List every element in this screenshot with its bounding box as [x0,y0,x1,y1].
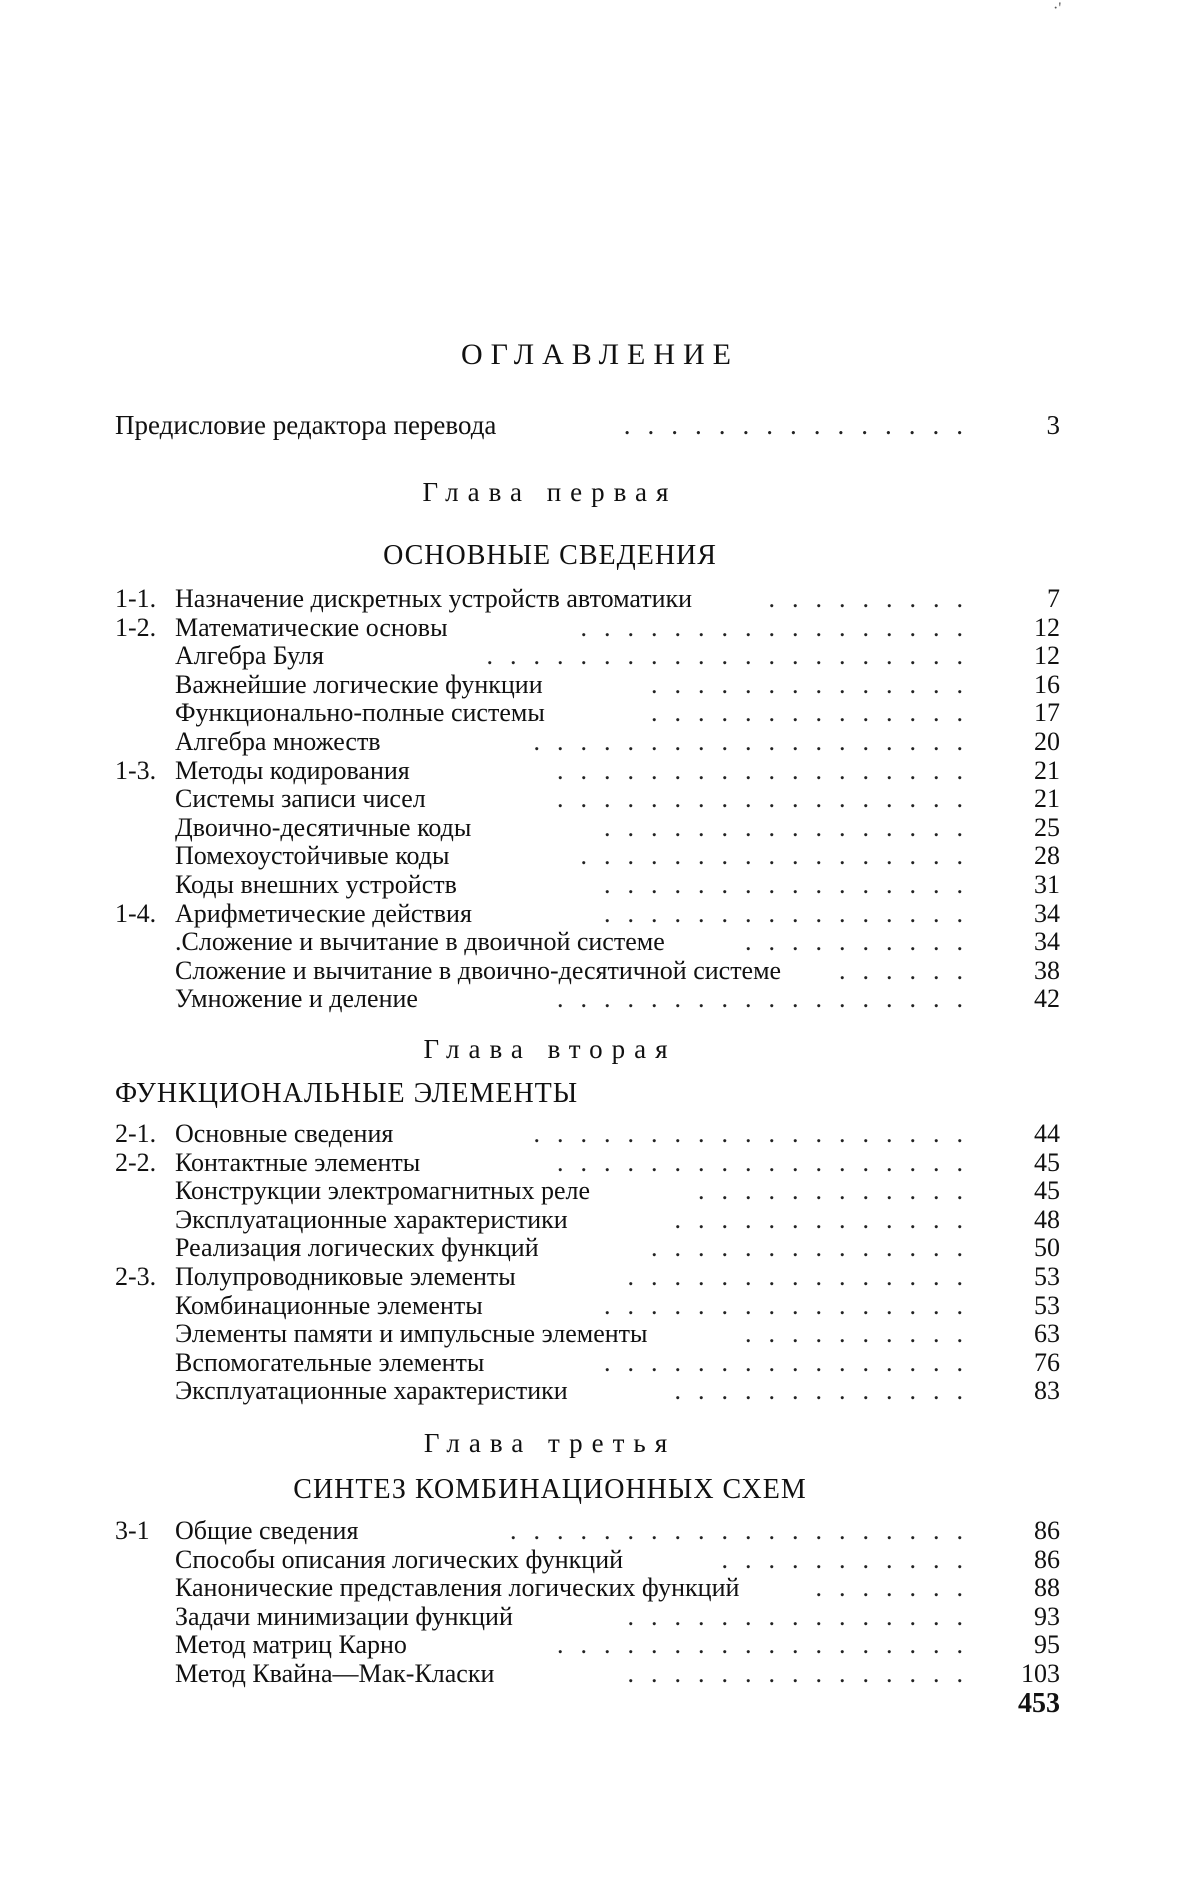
stray-mark: ·' [1053,0,1062,17]
page-number: 453 [1018,1688,1060,1719]
leader-dots: ............... [627,1601,980,1631]
leader-dots: .......... [745,927,980,957]
toc-entry-title: Комбинационные элементы [175,1290,483,1320]
leader-dots: ............... [627,1261,980,1291]
toc-entry-page: 44 [1034,1119,1060,1148]
chapter-1-title: ОСНОВНЫЕ СВЕДЕНИЯ [383,540,717,571]
toc-entry-page: 7 [1047,584,1060,613]
leader-dots: ............. [674,1204,980,1234]
toc-entry-page: 25 [1034,812,1060,842]
chapter-3-title: СИНТЕЗ КОМБИНАЦИОННЫХ СХЕМ [293,1474,807,1505]
leader-dots: ................... [533,726,980,756]
toc-entry-number: 2-3. [115,1261,157,1291]
toc-entry [115,757,1060,786]
toc-entry-page: 95 [1034,1630,1060,1660]
toc-entry-number: 3-1 [115,1516,150,1545]
leader-dots: ...... [839,955,980,985]
toc-entry-title: .Сложение и вычитание в двоичной системе [175,927,665,957]
chapter-1-entries [115,585,1060,1014]
toc-entry-page: 83 [1034,1376,1060,1406]
toc-entry-page: 12 [1034,641,1060,671]
leader-dots: .............. [651,669,980,699]
leader-dots: .................. [557,984,980,1014]
toc-entry [115,1349,1060,1378]
toc-entry-title: Системы записи чисел [175,784,426,814]
leader-dots: ............... [627,1658,980,1688]
toc-entry-page: 20 [1034,726,1060,756]
toc-entry-title: Элементы памяти и импульсные элементы [175,1319,648,1349]
toc-entry-title: Двоично-десятичные коды [175,812,472,842]
toc-entry-title: Контактные элементы [175,1147,421,1177]
toc-entry [115,1546,1060,1575]
toc-entry-title: Назначение дискретных устройств автоматики [175,584,693,613]
toc-entry [115,699,1060,728]
toc-entry [115,1149,1060,1178]
toc-entry-page: 50 [1034,1233,1060,1263]
toc-entry-title: Умножение и деление [175,984,418,1014]
toc-entry [115,1320,1060,1349]
toc-entry [115,842,1060,871]
toc-entry [115,1517,1060,1546]
toc-entry-page: 34 [1034,898,1060,928]
leader-dots: ............... [623,410,980,440]
leader-dots: .................. [557,784,980,814]
toc-entry-page: 16 [1034,669,1060,699]
toc-entry-number: 1-3. [115,755,157,785]
toc-entry [115,671,1060,700]
toc-entry [115,1234,1060,1263]
leader-dots: ................ [604,812,980,842]
leader-dots: .......... [745,1319,980,1349]
toc-entry-title: Канонические представления логических функций [175,1573,740,1603]
leader-dots: .................. [557,1630,980,1660]
toc-title: ОГЛАВЛЕНИЕ [461,338,739,371]
chapter-3-label: Глава третья [423,1428,677,1458]
toc-entry-title: Реализация логических функций [175,1233,539,1263]
toc-entry [115,1206,1060,1235]
chapter-2-entries [115,1120,1060,1406]
toc-entry-page: 88 [1034,1573,1060,1603]
leader-dots: .................. [557,1147,980,1177]
toc-entry [115,614,1060,643]
toc-entry-page: 63 [1034,1319,1060,1349]
toc-entry [115,985,1060,1014]
toc-entry-title: Способы описания логических функций [175,1544,624,1574]
leader-dots: ................ [604,1290,980,1320]
toc-entry-page: 53 [1034,1290,1060,1320]
toc-entry-page: 38 [1034,955,1060,985]
leader-dots: ................... [533,1119,980,1148]
toc-entry-page: 21 [1034,755,1060,785]
preface-text: Предисловие редактора перевода [115,410,497,440]
leader-dots: ......... [768,584,980,613]
chapter-2-label: Глава вторая [423,1034,677,1064]
toc-entry [115,585,1060,614]
toc-entry-title: Метод матриц Карно [175,1630,407,1660]
toc-entry [115,814,1060,843]
toc-entry [115,642,1060,671]
leader-dots: ................ [604,869,980,899]
toc-entry-page: 76 [1034,1347,1060,1377]
toc-entry-title: Основные сведения [175,1119,394,1148]
toc-entry-title: Функционально-полные системы [175,698,545,728]
toc-entry [115,1263,1060,1292]
chapter-2-title: ФУНКЦИОНАЛЬНЫЕ ЭЛЕМЕНТЫ [115,1078,579,1109]
toc-entry-number: 1-2. [115,612,157,642]
toc-entry-number: 2-1. [115,1119,157,1148]
toc-entry-title: Вспомогательные элементы [175,1347,485,1377]
leader-dots: ................ [604,898,980,928]
toc-entry [115,1603,1060,1632]
toc-entry-title: Математические основы [175,612,448,642]
toc-entry-title: Помехоустойчивые коды [175,841,450,871]
leader-dots: ................. [580,841,980,871]
toc-entry-number: 1-4. [115,898,157,928]
leader-dots: .............. [651,698,980,728]
toc-entry-page: 12 [1034,612,1060,642]
toc-entry-title: Алгебра Буля [175,641,324,671]
toc-entry [115,900,1060,929]
toc-entry [115,1292,1060,1321]
preface-page: 3 [1046,410,1060,440]
toc-entry [115,928,1060,957]
toc-entry-title: Важнейшие логические функции [175,669,543,699]
toc-entry-page: 86 [1034,1544,1060,1574]
toc-entry [115,728,1060,757]
toc-entry-page: 45 [1034,1176,1060,1206]
toc-entry-title: Арифметические действия [175,898,472,928]
toc-entry-page: 93 [1034,1601,1060,1631]
toc-entry [115,1631,1060,1660]
toc-entry-page: 21 [1034,784,1060,814]
leader-dots: ............ [698,1176,980,1206]
toc-entry-page: 86 [1034,1516,1060,1545]
toc-entry-title: Метод Квайна—Мак-Класки [175,1658,495,1688]
toc-entry [115,957,1060,986]
chapter-1-label: Глава первая [422,477,678,507]
toc-entry-page: 45 [1034,1147,1060,1177]
toc-entry-page: 34 [1034,927,1060,957]
toc-entry-title: Общие сведения [175,1516,359,1545]
toc-entry-title: Задачи минимизации функций [175,1601,513,1631]
toc-entry-title: Эксплуатационные характеристики [175,1204,568,1234]
toc-entry-title: Эксплуатационные характеристики [175,1376,568,1406]
toc-entry-page: 17 [1034,698,1060,728]
toc-entry-page: 48 [1034,1204,1060,1234]
leader-dots: .................. [557,755,980,785]
toc-entry-page: 103 [1021,1658,1060,1688]
leader-dots: ........... [721,1544,980,1574]
toc-entry-page: 42 [1034,984,1060,1014]
toc-entry-title: Алгебра множеств [175,726,381,756]
toc-entry-page: 28 [1034,841,1060,871]
toc-entry [115,1574,1060,1603]
toc-entry-title: Коды внешних устройств [175,869,457,899]
preface-entry [115,410,1060,446]
toc-entry-number: 1-1. [115,584,157,613]
toc-entry [115,785,1060,814]
toc-entry-title: Сложение и вычитание в двоично-десятичной системе [175,955,782,985]
leader-dots: ................. [580,612,980,642]
toc-entry-page: 31 [1034,869,1060,899]
leader-dots: ............. [674,1376,980,1406]
toc-entry-page: 53 [1034,1261,1060,1291]
toc-entry [115,1177,1060,1206]
toc-entry-title: Конструкции электромагнитных реле [175,1176,590,1206]
leader-dots: .................... [510,1516,980,1545]
toc-entry-number: 2-2. [115,1147,157,1177]
toc-entry [115,1120,1060,1149]
toc-entry-title: Полупроводниковые элементы [175,1261,516,1291]
toc-entry [115,871,1060,900]
chapter-3-entries [115,1517,1060,1689]
toc-entry [115,1660,1060,1689]
leader-dots: ..................... [486,641,980,671]
toc-entry-title: Методы кодирования [175,755,410,785]
leader-dots: ................ [604,1347,980,1377]
toc-entry [115,1377,1060,1406]
leader-dots: ....... [815,1573,980,1603]
leader-dots: .............. [651,1233,980,1263]
